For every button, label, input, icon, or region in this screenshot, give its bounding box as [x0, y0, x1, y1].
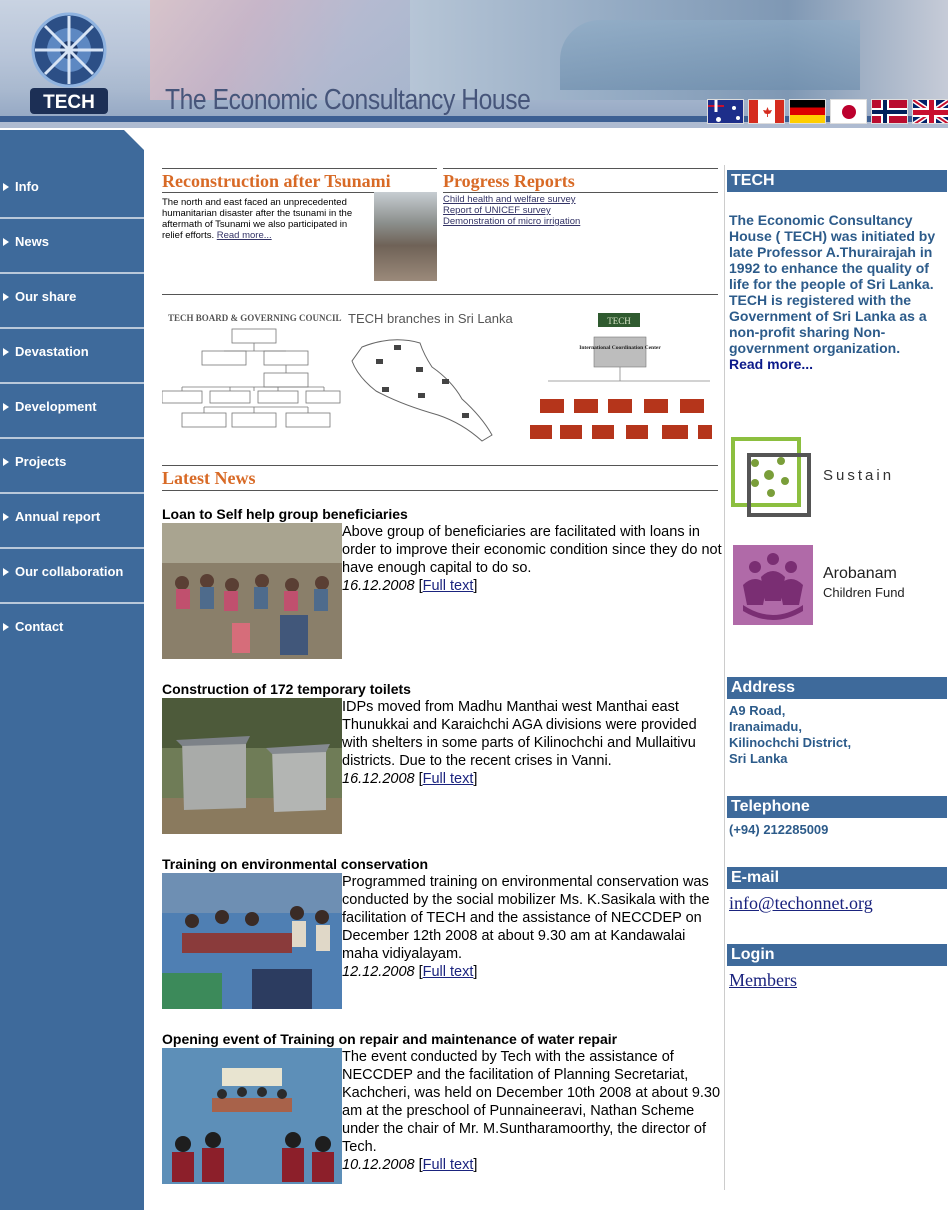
full-text-link[interactable]: Full text [422, 578, 474, 594]
report-link-micro-irrigation[interactable]: Demonstration of micro irrigation [443, 216, 581, 227]
germany-flag-icon[interactable] [789, 99, 826, 124]
nav-item-contact[interactable]: Contact [0, 604, 144, 659]
arrow-right-icon [3, 293, 9, 301]
japan-flag-icon[interactable] [830, 99, 867, 124]
language-flags [707, 99, 948, 124]
norway-flag-icon[interactable] [871, 99, 908, 124]
nav-item-our-collaboration[interactable]: Our collaboration [0, 549, 144, 604]
arrow-right-icon [3, 183, 9, 191]
svg-text:TECH: TECH [607, 316, 631, 326]
full-text-link[interactable]: Full text [422, 964, 474, 980]
header-photo-water [560, 20, 860, 90]
news-item [162, 1031, 722, 1173]
tsunami-text: The north and east faced an unprecedented humanitarian disaster after the tsunami in the aftermath of Tsunami we also participated in relief efforts. Read more... [162, 197, 353, 241]
arobanam-logo[interactable]: Arobanam Children Fund [733, 545, 933, 629]
tsunami-title: Reconstruction after Tsunami [162, 168, 437, 193]
members-login-link[interactable]: Members [729, 970, 797, 990]
arrow-right-icon [3, 513, 9, 521]
latest-news-title: Latest News [162, 466, 718, 491]
left-navigation [0, 130, 144, 1210]
news-body: Programmed training on environmental conservation was conducted by the social mobilizer Ms. K.Sasikala with the facilitation of TECH and the assistance of NECCDEP on December 12th 2008 at about 9.30 am at Kandawalai maha vidiyalayam. 12.12.2008 [Full text] [342, 874, 710, 980]
telephone-number: (+94) 212285009 [729, 822, 829, 837]
arrow-right-icon [3, 348, 9, 356]
svg-text:TECH BOARD & GOVERNING COUNCI: TECH BOARD & GOVERNING COUNCIL [168, 313, 342, 323]
site-title: The Economic Consultancy House [165, 84, 531, 116]
right-sidebar [724, 165, 948, 1190]
progress-reports-title: Progress Reports [443, 168, 718, 193]
nav-item-devastation[interactable]: Devastation [0, 329, 144, 384]
site-header [0, 0, 948, 128]
arrow-right-icon [3, 403, 9, 411]
about-read-more-link[interactable]: Read more... [729, 356, 814, 372]
news-item [162, 856, 722, 980]
news-photo-training[interactable] [162, 873, 342, 1009]
sustain-icon [731, 437, 815, 521]
nav-item-news[interactable]: News [0, 219, 144, 274]
organization-charts [162, 294, 718, 449]
tech-heading: TECH [727, 170, 947, 192]
progress-reports-section [443, 168, 718, 227]
tech-logo[interactable] [26, 8, 112, 116]
nav-item-annual-report[interactable]: Annual report [0, 494, 144, 549]
canada-flag-icon[interactable] [748, 99, 785, 124]
address-heading: Address [727, 677, 947, 699]
telephone-heading: Telephone [727, 796, 947, 818]
children-fund-icon [733, 545, 813, 625]
svg-text:TECH branches in Sri Lanka: TECH branches in Sri Lanka [348, 311, 513, 326]
news-body: Above group of beneficiaries are facilitated with loans in order to improve their economic condition since they do not have enough capital to do so. 16.12.2008 [Full text] [342, 524, 722, 594]
news-title[interactable]: Construction of 172 temporary toilets [162, 681, 411, 697]
news-title[interactable]: Opening event of Training on repair and maintenance of water repair [162, 1031, 618, 1047]
news-item [162, 506, 722, 594]
news-title[interactable]: Loan to Self help group beneficiaries [162, 506, 408, 522]
australia-flag-icon[interactable] [707, 99, 744, 124]
about-text: The Economic Consultancy House ( TECH) was initiated by late Professor A.Thurairajah in 1992 to enhance the quality of life for the people of Sri Lanka. TECH is registered with the Government of Sri Lanka as a non-profit sharing Non-government organization. Read more... [729, 212, 936, 372]
uk-flag-icon[interactable] [912, 99, 948, 124]
tsunami-photo [374, 192, 437, 281]
report-link-unicef[interactable]: Report of UNICEF survey [443, 205, 551, 216]
sustain-logo[interactable]: Sustain [731, 437, 931, 521]
nav-item-projects[interactable]: Projects [0, 439, 144, 494]
board-chart[interactable] [162, 313, 342, 427]
news-body: The event conducted by Tech with the assistance of NECCDEP and the facilitation of Planning Secretariat, Kachcheri, was held on December 10th 2008 at about 9.30 am at the preschool of Punnaineeravi, Nathan Scheme under the chair of Mr. M.Suntharamoorthy, the director of Tech. 10.12.2008 [Full text] [342, 1049, 721, 1173]
news-title[interactable]: Training on environmental conservation [162, 856, 429, 872]
news-photo-group-loans[interactable] [162, 523, 342, 659]
news-photo-opening-event[interactable] [162, 1048, 342, 1184]
svg-text:International Coordination Cen: International Coordination Center [579, 345, 661, 351]
nav-item-info[interactable]: Info [0, 164, 144, 219]
news-photo-toilets[interactable] [162, 698, 342, 834]
email-link[interactable]: info@techonnet.org [729, 893, 873, 913]
nav-item-development[interactable]: Development [0, 384, 144, 439]
branches-map[interactable] [348, 311, 514, 441]
tsunami-section [162, 168, 437, 241]
arrow-right-icon [3, 458, 9, 466]
svg-text:TECH: TECH [43, 92, 95, 113]
email-heading: E-mail [727, 867, 947, 889]
tsunami-read-more-link[interactable]: Read more... [216, 230, 272, 241]
international-chart[interactable] [530, 313, 712, 439]
news-item [162, 681, 722, 787]
news-body: IDPs moved from Madhu Manthai west Manthai east Thunukkai and Karaichchi AGA divisions were provided with shelters in some parts of Kilinochchi and Mullaitivu districts. Due to the recent crises in Vanni. 16.12.2008 [Full text] [342, 699, 697, 787]
full-text-link[interactable]: Full text [422, 1157, 474, 1173]
nav-item-our-share[interactable]: Our share [0, 274, 144, 329]
full-text-link[interactable]: Full text [422, 771, 474, 787]
arrow-right-icon [3, 568, 9, 576]
latest-news-header [162, 465, 718, 491]
arrow-right-icon [3, 623, 9, 631]
address-block: A9 Road, Iranaimadu, Kilinochchi District, Sri Lanka [729, 703, 852, 766]
report-link-child-health[interactable]: Child health and welfare survey [443, 194, 576, 205]
login-heading: Login [727, 944, 947, 966]
arrow-right-icon [3, 238, 9, 246]
